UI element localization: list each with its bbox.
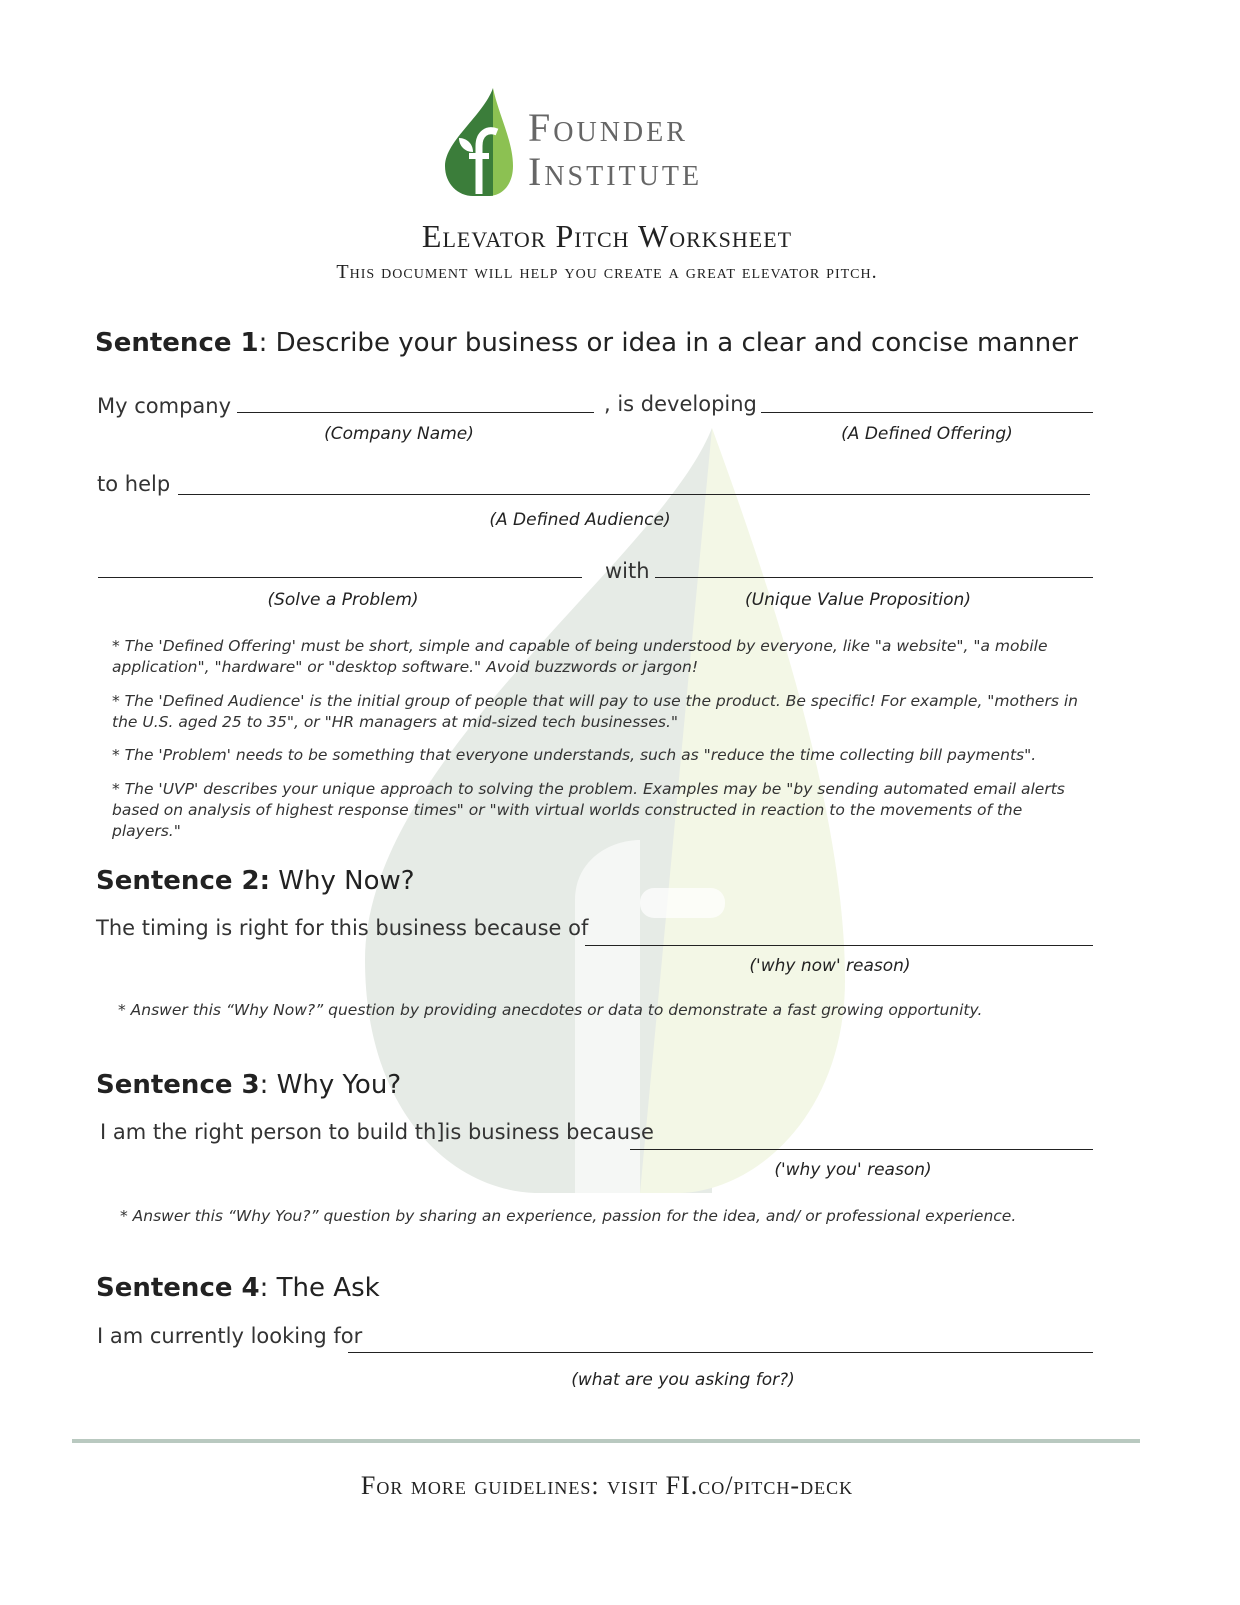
why-you-input[interactable]: [630, 1124, 1097, 1147]
page-title: Elevator Pitch Worksheet: [421, 218, 793, 254]
footer-link[interactable]: For more guidelines: visit FI.co/pitch-deck: [360, 1471, 854, 1500]
why-now-note: * Answer this “Why Now?” question by providing anecdotes or data to demonstrate a fast growing opportunity.: [118, 1001, 983, 1019]
my-company-text: My company: [97, 394, 232, 418]
why-now-input[interactable]: [585, 920, 1097, 943]
why-now-label: ('why now' reason): [749, 956, 911, 976]
problem-field[interactable]: [98, 577, 582, 578]
footer-divider: [72, 1439, 1140, 1443]
note-uvp: * The 'UVP' describes your unique approach to solving the problem. Examples may be "by sending automated email alerts based on analysis of highest response times" or "with virtual worlds constructed in reaction to the movements of the players.": [112, 780, 1065, 840]
ask-input[interactable]: [348, 1327, 1097, 1350]
defined-audience-input[interactable]: [178, 469, 1094, 492]
page-subtitle: This document will help you create a great elevator pitch.: [336, 261, 878, 283]
defined-audience-field[interactable]: [178, 494, 1090, 495]
defined-offering-input[interactable]: [761, 387, 1097, 410]
ask-prompt: I am currently looking for: [97, 1324, 363, 1348]
to-help-text: to help: [97, 472, 171, 496]
note-problem: * The 'Problem' needs to be something that everyone understands, such as "reduce the time collecting bill payments".: [112, 746, 1037, 764]
logo-text-line1: Founder: [528, 105, 688, 150]
why-you-label: ('why you' reason): [774, 1160, 932, 1180]
sentence3-heading: Sentence 3: Why You?: [96, 1070, 402, 1100]
is-developing-text: , is developing: [604, 392, 757, 416]
why-now-field[interactable]: [585, 945, 1093, 946]
company-name-field[interactable]: [237, 412, 594, 413]
founder-institute-logo-icon: [443, 86, 515, 198]
defined-offering-field[interactable]: [761, 412, 1093, 413]
sentence4-heading: Sentence 4: The Ask: [96, 1273, 380, 1303]
note-defined-offering: * The 'Defined Offering' must be short, simple and capable of being understood by everyone, like "a website", "a mobile application", "hardware" or "desktop software." Avoid buzzwords or jargon!: [112, 637, 1048, 676]
with-text: with: [605, 559, 650, 583]
defined-offering-label: (A Defined Offering): [841, 424, 1013, 444]
why-you-field[interactable]: [630, 1149, 1093, 1150]
problem-input[interactable]: [98, 552, 586, 575]
company-name-label: (Company Name): [324, 424, 474, 444]
sentence2-heading: Sentence 2: Why Now?: [96, 866, 415, 896]
why-now-prompt: The timing is right for this business because of: [96, 916, 589, 940]
note-defined-audience: * The 'Defined Audience' is the initial group of people that will pay to use the product. Be specific! For example, "mothers in the U.S. aged 25 to 35", or "HR managers at mid-sized tech businesses.": [112, 692, 1078, 731]
uvp-input[interactable]: [655, 552, 1097, 575]
why-you-prompt: I am the right person to build th]is business because: [100, 1120, 654, 1144]
problem-label: (Solve a Problem): [267, 590, 419, 610]
logo-text-line2: Institute: [528, 149, 703, 194]
ask-field[interactable]: [348, 1352, 1093, 1353]
company-name-input[interactable]: [237, 387, 598, 410]
defined-audience-label: (A Defined Audience): [489, 510, 671, 530]
uvp-label: (Unique Value Proposition): [745, 590, 971, 610]
sentence1-heading: Sentence 1: Describe your business or idea in a clear and concise manner: [95, 328, 1078, 358]
uvp-field[interactable]: [655, 577, 1093, 578]
why-you-note: * Answer this “Why You?” question by sharing an experience, passion for the idea, and/ or professional experience.: [120, 1207, 1017, 1225]
ask-label: (what are you asking for?): [571, 1370, 795, 1390]
